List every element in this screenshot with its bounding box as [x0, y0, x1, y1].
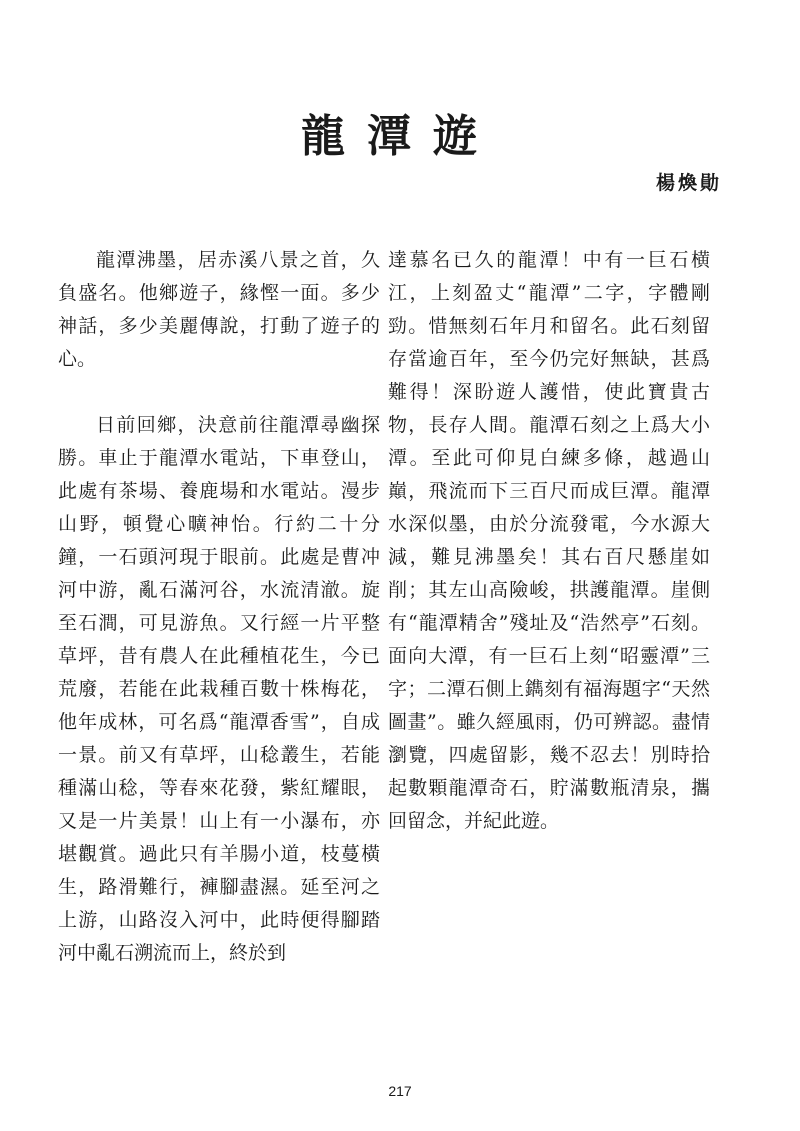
paragraph-journey: 日前回鄉，決意前往龍潭尋幽探勝。車止于龍潭水電站，下車登山，此處有茶場、養鹿場和水電站。漫步山野，頓覺心曠神怡。行約二十分鐘，一石頭河現于眼前。此處是曹冲河中游，亂石滿河谷，水流清澈。旋至石澗，可見游魚。又行經一片平整草坪，昔有農人在此種植花生，今已荒廢，若能在此栽種百數十株梅花，他年成林，可名爲“龍潭香雪”，自成一景。前又有草坪，山稔叢生，若能種滿山稔，等春來花發，紫紅耀眼，又是一片美景！山上有一小瀑布，亦堪觀賞。過此只有羊腸小道，枝蔓橫生，路滑難行，褲腳盡濕。延至河之上游，山路沒入河中，此時便得腳踏河中亂石溯流而上，終於到: [58, 414, 380, 964]
author-name: 楊煥勛: [655, 172, 722, 194]
paragraph-intro: 龍潭沸墨，居赤溪八景之首，久負盛名。他鄉遊子，緣慳一面。多少神話，多少美麗傳說，打動了遊子的心。: [58, 249, 380, 370]
right-column: [388, 244, 710, 838]
page-title: 龍潭遊: [301, 111, 499, 163]
page-number: 217: [388, 1083, 412, 1099]
paragraph-journey-continued: 達慕名已久的龍潭！中有一巨石横江，上刻盈丈“龍潭”二字，字體剛勁。惜無刻石年月和留名。此石刻留存當逾百年，至今仍完好無缺，甚爲難得！深盼遊人護惜，使此寶貴古物，長存人間。龍潭石刻之上爲大小潭。至此可仰見白練多條，越過山巔，飛流而下三百尺而成巨潭。龍潭水深似墨，由於分流發電，今水源大減，難見沸墨矣！其右百尺懸崖如削；其左山高險峻，拱護龍潭。崖側有“龍潭精舍”殘址及“浩然亭”石刻。面向大潭，有一巨石上刻“昭靈潭”三字；二潭石側上鐫刻有福海題字“天然圖畫”。雖久經風雨，仍可辨認。盡情瀏覽，四處留影，幾不忍去！別時拾起數顆龍潭奇石，貯滿數瓶清泉，攜回留念，并紀此遊。: [388, 249, 710, 832]
left-column: [58, 244, 380, 970]
